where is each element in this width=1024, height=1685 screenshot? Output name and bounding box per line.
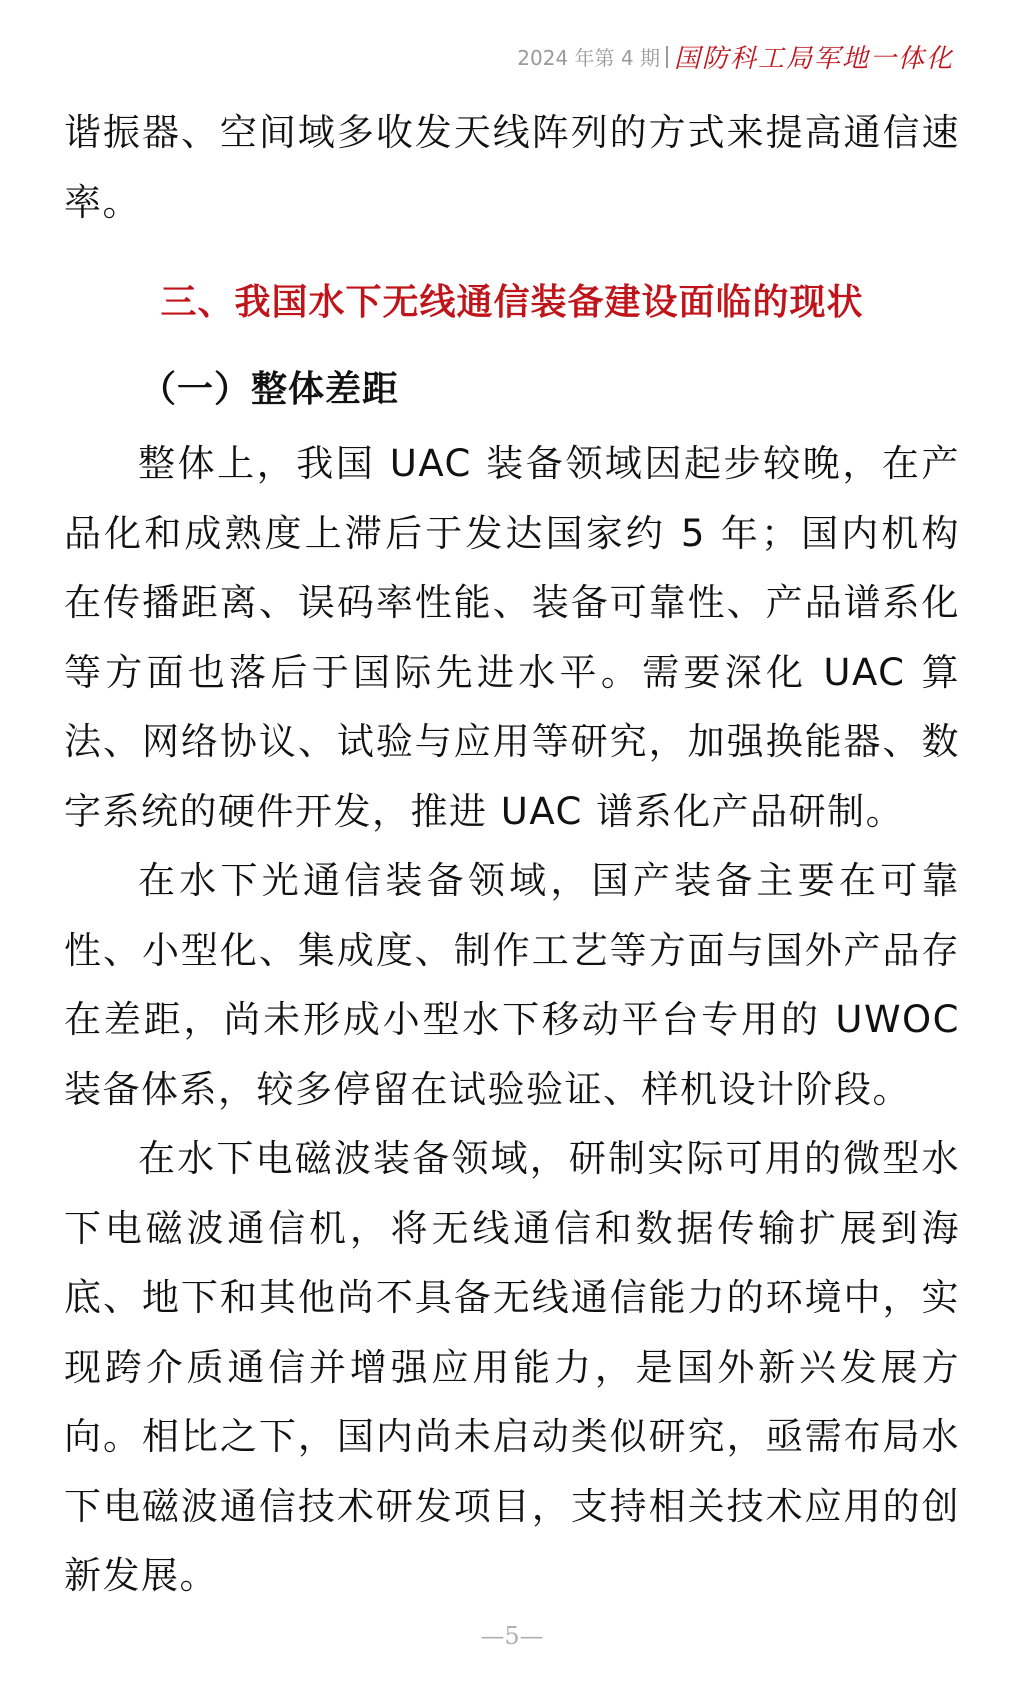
header-divider [666,46,668,68]
continued-paragraph: 谐振器、空间域多收发天线阵列的方式来提高通信速率。 [64,111,960,224]
page-header [517,38,954,75]
page-number: —5— [480,1622,544,1650]
paragraph-optical-comm: 在水下光通信装备领域，国产装备主要在可靠性、小型化、集成度、制作工艺等方面与国外产品存在差距，尚未形成小型水下移动平台专用的 UWOC 装备体系，较多停留在试验验证、样机设计阶段。 [64,859,960,1111]
brand-logo: 国防科工局军地一体化 [673,44,954,74]
paragraph-em-wave: 在水下电磁波装备领域，研制实际可用的微型水下电磁波通信机，将无线通信和数据传输扩展到海底、地下和其他尚不具备无线通信能力的环境中，实现跨介质通信并增强应用能力，是国外新兴发展方向。相比之下，国内尚未启动类似研究，亟需布局水下电磁波通信技术研发项目，支持相关技术应用的创新发展。 [64,1137,960,1597]
subsection-heading: （一）整体差距 [140,369,400,410]
article-body [64,98,960,1611]
paragraph-overall-gap: 整体上，我国 UAC 装备领域因起步较晚，在产品化和成熟度上滞后于发达国家约 5 年；国内机构在传播距离、误码率性能、装备可靠性、产品谱系化等方面也落后于国际先进水平。需要深化 UAC 算法、网络协议、试验与应用等研究，加强换能器、数字系统的硬件开发，推进 UAC 谱系化产品研制。 [64,442,960,833]
issue-label: 2024 年第 4 期 [517,46,660,70]
section-heading: 三、我国水下无线通信装备建设面临的现状 [160,282,864,323]
